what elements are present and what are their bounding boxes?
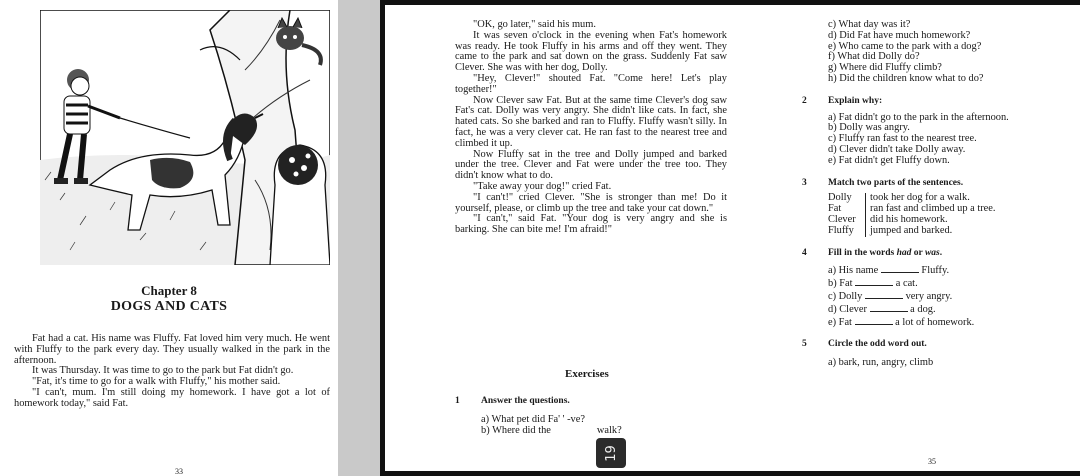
explain-item: e) Fat didn't get Fluffy down. xyxy=(828,154,950,166)
paragraph: "OK, go later," said his mum. xyxy=(473,19,596,30)
paragraph: "I can't, mum. I'm still doing my homework. I have got a lot of homework today," said Fat. xyxy=(14,386,330,409)
exercise-4-header xyxy=(802,248,1064,259)
paragraph: It was Thursday. It was time to go to the park but Fat didn't go. xyxy=(32,365,294,377)
exercise-1 xyxy=(455,396,735,436)
fill-post: a lot of homework. xyxy=(895,316,975,328)
exercise-number: 2 xyxy=(802,95,807,106)
match-right: ran fast and climbed up a tree. xyxy=(870,203,996,215)
exercise-title: Answer the questions. xyxy=(481,396,570,406)
question-item: f) What did Dolly do? xyxy=(828,51,920,63)
match-table xyxy=(802,193,1064,236)
page-gutter xyxy=(338,0,380,476)
left-page xyxy=(0,0,338,476)
title-mid: or xyxy=(911,247,925,258)
title-prefix: Fill in the words xyxy=(828,247,897,258)
fill-item xyxy=(802,316,1064,329)
paragraph: "I can't," said Fat. "Your dog is very angry and she is barking. She can bite me! I'm afraid!" xyxy=(455,213,727,236)
exercise-header xyxy=(455,396,735,407)
fill-item xyxy=(802,277,1064,290)
paragraph: Fat had a cat. His name was Fluffy. Fat loved him very much. He went with Fluffy to the park every day. They usually walked in the park in the afternoon. xyxy=(14,333,330,366)
fill-post: Fluffy. xyxy=(921,265,950,277)
question-item: g) Where did Fluffy climb? xyxy=(828,62,942,74)
question-item: d) Did Fat have much homework? xyxy=(828,29,971,41)
story-column xyxy=(455,20,727,236)
question-item xyxy=(455,426,735,437)
paragraph: Now Clever saw Fat. But at the same time Clever's dog saw Fat's cat. Dolly was very angry. She didn't like cats. In fact, she hated cats. So she barked and ran to Fluffy. Fluffy wasn't silly. In fact, he was a very clever cat. He ran fast to the nearest tree and climbed it up. xyxy=(455,94,727,149)
exercise-title: Circle the odd word out. xyxy=(828,339,927,350)
match-right: did his homework. xyxy=(870,213,948,225)
fill-item xyxy=(802,303,1064,316)
match-left: Clever xyxy=(828,215,866,226)
story-illustration xyxy=(40,10,330,265)
fill-pre: c) Dolly xyxy=(828,290,863,302)
explain-item: d) Clever didn't take Dolly away. xyxy=(828,143,966,155)
fill-item xyxy=(802,264,1064,277)
fill-pre: d) Clever xyxy=(828,303,867,315)
exercise-5-items xyxy=(802,358,1064,369)
left-page-text xyxy=(14,334,330,410)
fill-item xyxy=(802,290,1064,303)
page-overlay-tag[interactable] xyxy=(596,438,626,468)
exercise-number: 4 xyxy=(802,247,807,258)
exercise-1-continued xyxy=(802,20,1064,85)
word-was: was xyxy=(924,247,940,258)
blank-line xyxy=(855,316,893,325)
exercises-heading: Exercises xyxy=(565,368,609,380)
exercise-2-header xyxy=(802,96,1064,107)
right-page-number: 35 xyxy=(928,457,936,466)
exercises-column xyxy=(802,20,1064,369)
fill-pre: e) Fat xyxy=(828,316,852,328)
title-suffix: . xyxy=(939,247,943,258)
match-right: took her dog for a walk. xyxy=(870,192,970,204)
match-left: Fluffy xyxy=(828,226,866,237)
exercise-title: Explain why: xyxy=(828,95,883,106)
exercise-items xyxy=(455,415,735,437)
question-tail: walk? xyxy=(596,424,622,436)
blank-line xyxy=(855,277,893,286)
question-item: a) What pet did Fa' ' -ve? xyxy=(481,413,585,425)
paragraph: "Take away your dog!" cried Fat. xyxy=(473,180,612,192)
paragraph: It was seven o'clock in the evening when Fat's homework was ready. He took Fluffy in his arms and off they went. They came to the park and sat down on the grass. Suddenly Fat saw Clever. She was with her dog, Dolly. xyxy=(455,29,727,74)
exercise-2-items xyxy=(802,113,1064,167)
boy-dog-tree-illustration xyxy=(40,10,330,265)
exercise-3-header xyxy=(802,178,1064,189)
overlay-tag-label: 19 xyxy=(603,444,619,462)
exercise-title: Match two parts of the sentences. xyxy=(828,177,964,188)
question-item: c) What day was it? xyxy=(828,19,911,30)
paragraph: "I can't!" cried Clever. "She is stronger than me! Do it yourself, please, or climb up the tree and take your cat down." xyxy=(455,191,727,214)
fill-post: very angry. xyxy=(905,290,953,302)
exercise-4-items xyxy=(802,264,1064,328)
fill-pre: a) His name xyxy=(828,265,879,277)
paragraph: Now Fluffy sat in the tree and Dolly jumped and barked under the tree. Clever and Fat were under the tree too. They didn't know what to do. xyxy=(455,148,727,182)
blank-line xyxy=(865,290,903,299)
question-text: b) Where did the xyxy=(481,424,551,436)
chapter-number: Chapter 8 xyxy=(141,283,197,298)
match-left: Fat xyxy=(828,204,866,215)
explain-item: b) Dolly was angry. xyxy=(828,122,910,134)
match-left: Dolly xyxy=(828,193,866,204)
exercise-number: 5 xyxy=(802,339,807,350)
exercise-number: 3 xyxy=(802,177,807,188)
odd-word-item: a) bark, run, angry, climb xyxy=(828,357,934,369)
left-page-number: 33 xyxy=(175,467,183,476)
exercise-title xyxy=(828,248,942,259)
word-had: had xyxy=(896,247,912,258)
question-item: e) Who came to the park with a dog? xyxy=(828,40,982,52)
exercise-5-header xyxy=(802,339,1064,350)
match-right: jumped and barked. xyxy=(870,224,953,236)
chapter-title: DOGS AND CATS xyxy=(110,299,228,314)
blank-line xyxy=(881,264,919,273)
explain-item: c) Fluffy ran fast to the nearest tree. xyxy=(828,133,977,145)
explain-item: a) Fat didn't go to the park in the afternoon. xyxy=(828,111,1009,123)
paragraph: "Hey, Clever!" shouted Fat. "Come here! Let's play together!" xyxy=(455,72,727,95)
fill-post: a cat. xyxy=(895,278,918,290)
fill-post: a dog. xyxy=(910,303,936,315)
paragraph: "Fat, it's time to go for a walk with Fluffy," his mother said. xyxy=(32,376,281,388)
exercise-number: 1 xyxy=(455,396,460,406)
fill-pre: b) Fat xyxy=(828,278,853,290)
question-item: h) Did the children know what to do? xyxy=(828,72,984,84)
blank-line xyxy=(870,303,908,312)
